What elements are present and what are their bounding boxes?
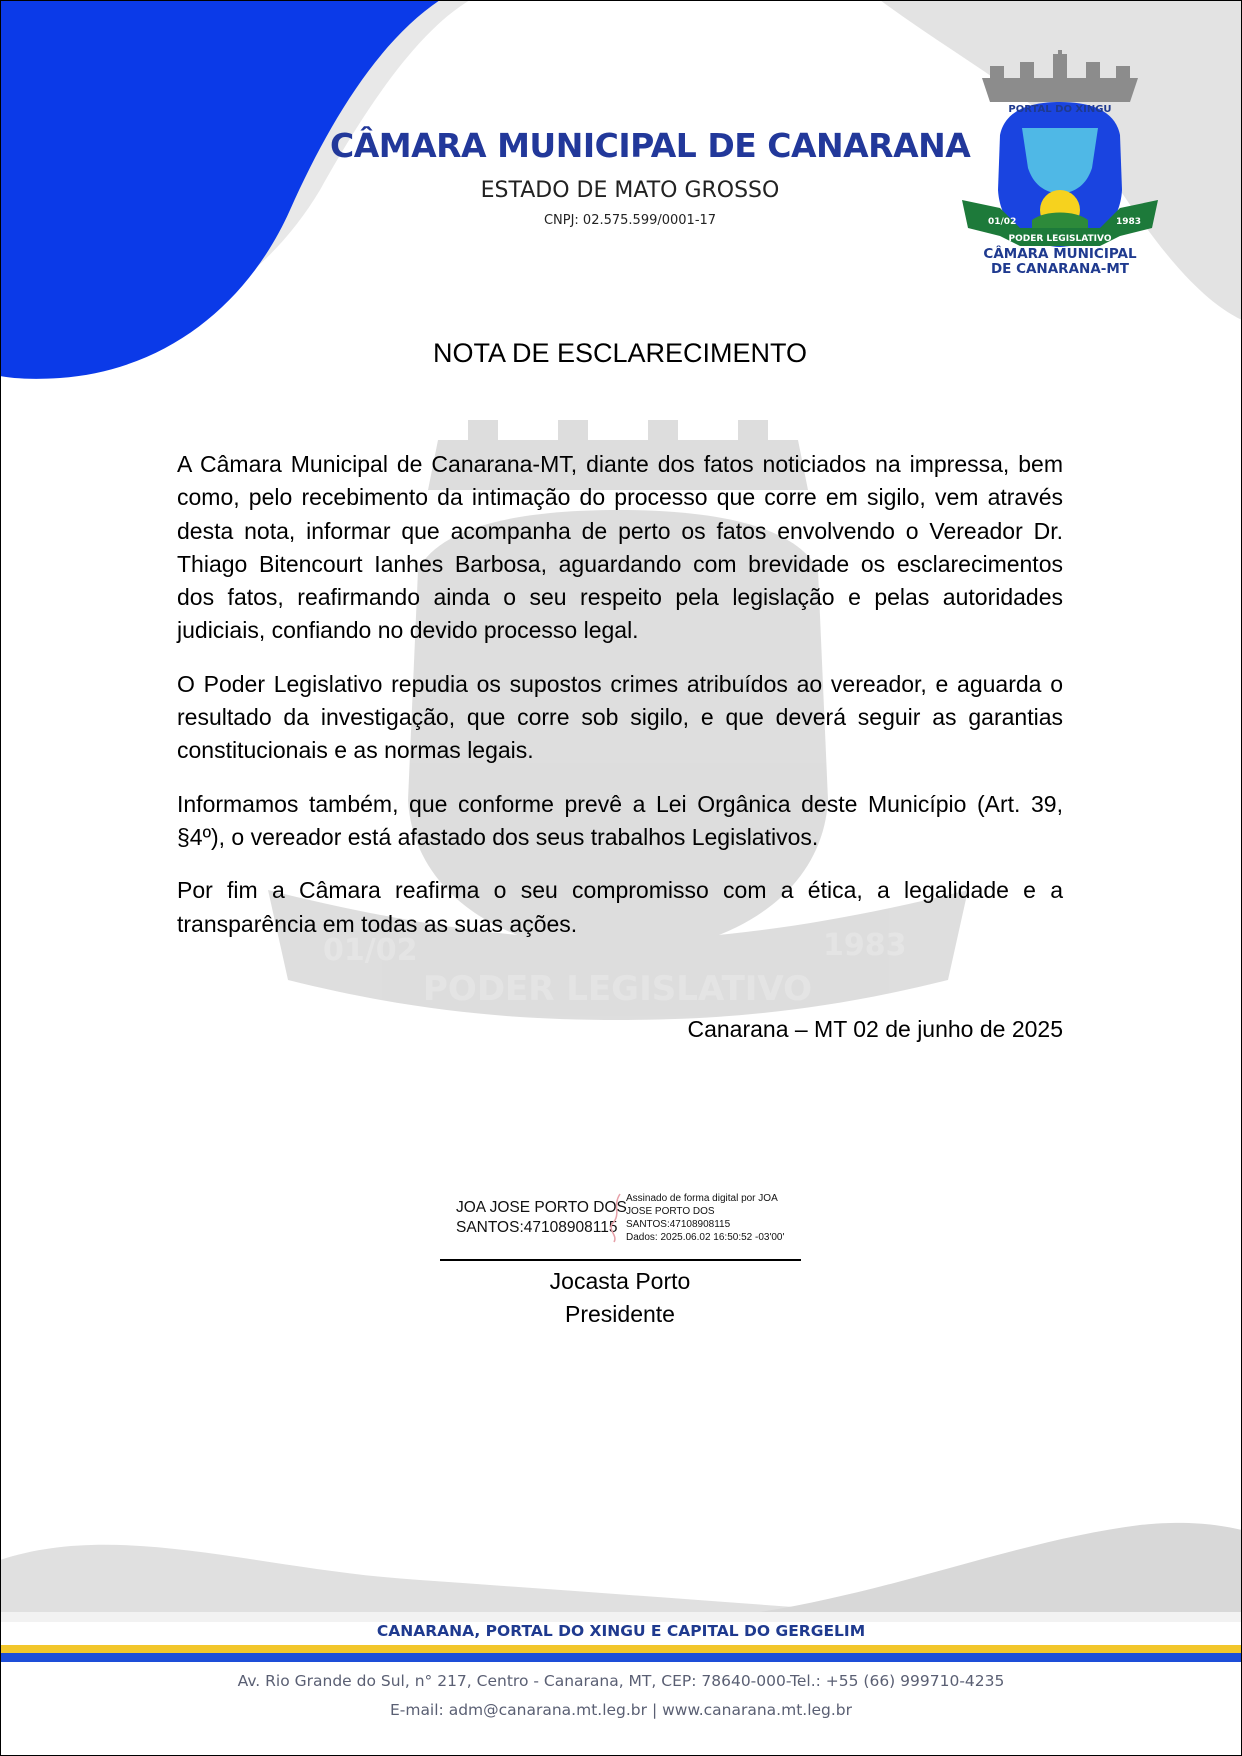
footer-address: Av. Rio Grande do Sul, n° 217, Centro - Canarana, MT, CEP: 78640-000-Tel.: +55 (66) 999710-4235	[237, 1672, 1005, 1690]
svg-text:PODER LEGISLATIVO: PODER LEGISLATIVO	[423, 969, 813, 1009]
signature-detail-line1: Assinado de forma digital por JOA	[626, 1193, 778, 1204]
logo-caption-line2: DE CANARANA-MT	[990, 261, 1130, 277]
date-line: Canarana – MT 02 de junho de 2025	[687, 1016, 1063, 1042]
digital-signature	[456, 1192, 792, 1250]
footer-stripe-blue	[0, 1653, 1242, 1662]
header-cnpj: CNPJ: 02.575.599/0001-17	[543, 213, 717, 228]
document-title: NOTA DE ESCLARECIMENTO	[432, 338, 808, 368]
signature-detail-line4: Dados: 2025.06.02 16:50:52 -03'00'	[626, 1232, 785, 1243]
footer-gray-shape-right	[760, 1523, 1242, 1612]
signer-name: Jocasta Porto	[549, 1268, 691, 1294]
body-paragraph: O Poder Legislativo repudia os supostos crimes atribuídos ao vereador, e aguarda o resultado da investigação, que corre sob sigilo, e que deverá seguir as garantias constitucionais e as normas legais.	[177, 670, 1063, 764]
logo-caption-line1: CÂMARA MUNICIPAL	[983, 246, 1137, 262]
footer-gray-shape-left	[0, 1545, 860, 1612]
svg-text:1983: 1983	[823, 928, 907, 963]
body-paragraph: A Câmara Municipal de Canarana-MT, diante dos fatos noticiados na impressa, bem como, pelo recebimento da intimação do processo que corre em sigilo, vem através desta nota, informar que acompanha de perto os fatos envolvendo o Vereador Dr. Thiago Bitencourt Ianhes Barbosa, aguardando com brevidade os esclarecimentos dos fatos, reafirmando ainda o seu respeito pela legislação e pelas autoridades judiciais, confiando no devido processo legal.	[177, 451, 1063, 644]
footer-slogan: CANARANA, PORTAL DO XINGU E CAPITAL DO GERGELIM	[376, 1622, 866, 1640]
footer-contact: E-mail: adm@canarana.mt.leg.br | www.canarana.mt.leg.br	[389, 1701, 853, 1719]
logo-caption	[950, 247, 1170, 277]
signature-detail-line3: SANTOS:47108908115	[626, 1219, 731, 1230]
seal-ribbon-text: PODER LEGISLATIVO	[1008, 234, 1112, 244]
seal-right-year: 1983	[1116, 217, 1142, 227]
crown-icon	[982, 50, 1138, 102]
signature-name-line2: SANTOS:47108908115	[456, 1219, 618, 1236]
signature-stroke-icon	[606, 1192, 626, 1244]
header-state: ESTADO DE MATO GROSSO	[480, 178, 780, 203]
svg-text:01/02: 01/02	[323, 933, 418, 968]
signature-details	[626, 1192, 784, 1244]
seal-left-date: 01/02	[988, 217, 1017, 227]
signature-detail-line2: JOSE PORTO DOS	[626, 1206, 715, 1217]
signature-name-line1: JOA JOSE PORTO DOS	[456, 1199, 627, 1216]
seal-arc-text: PORTAL DO XINGU	[1008, 104, 1112, 115]
footer-stripe-yellow	[0, 1645, 1242, 1653]
signer-role: Presidente	[565, 1301, 675, 1327]
body-paragraph: Informamos também, que conforme prevê a Lei Orgânica deste Município (Art. 39, §4º), o vereador está afastado dos seus trabalhos Legislativos.	[177, 790, 1063, 850]
header-title: CÂMARA MUNICIPAL DE CANARANA	[330, 126, 971, 165]
document-body	[177, 448, 1063, 961]
signature-name	[456, 1198, 627, 1238]
body-paragraph: Por fim a Câmara reafirma o seu compromisso com a ética, a legalidade e a transparência em todas as suas ações.	[177, 877, 1063, 937]
signature-line	[440, 1259, 801, 1261]
